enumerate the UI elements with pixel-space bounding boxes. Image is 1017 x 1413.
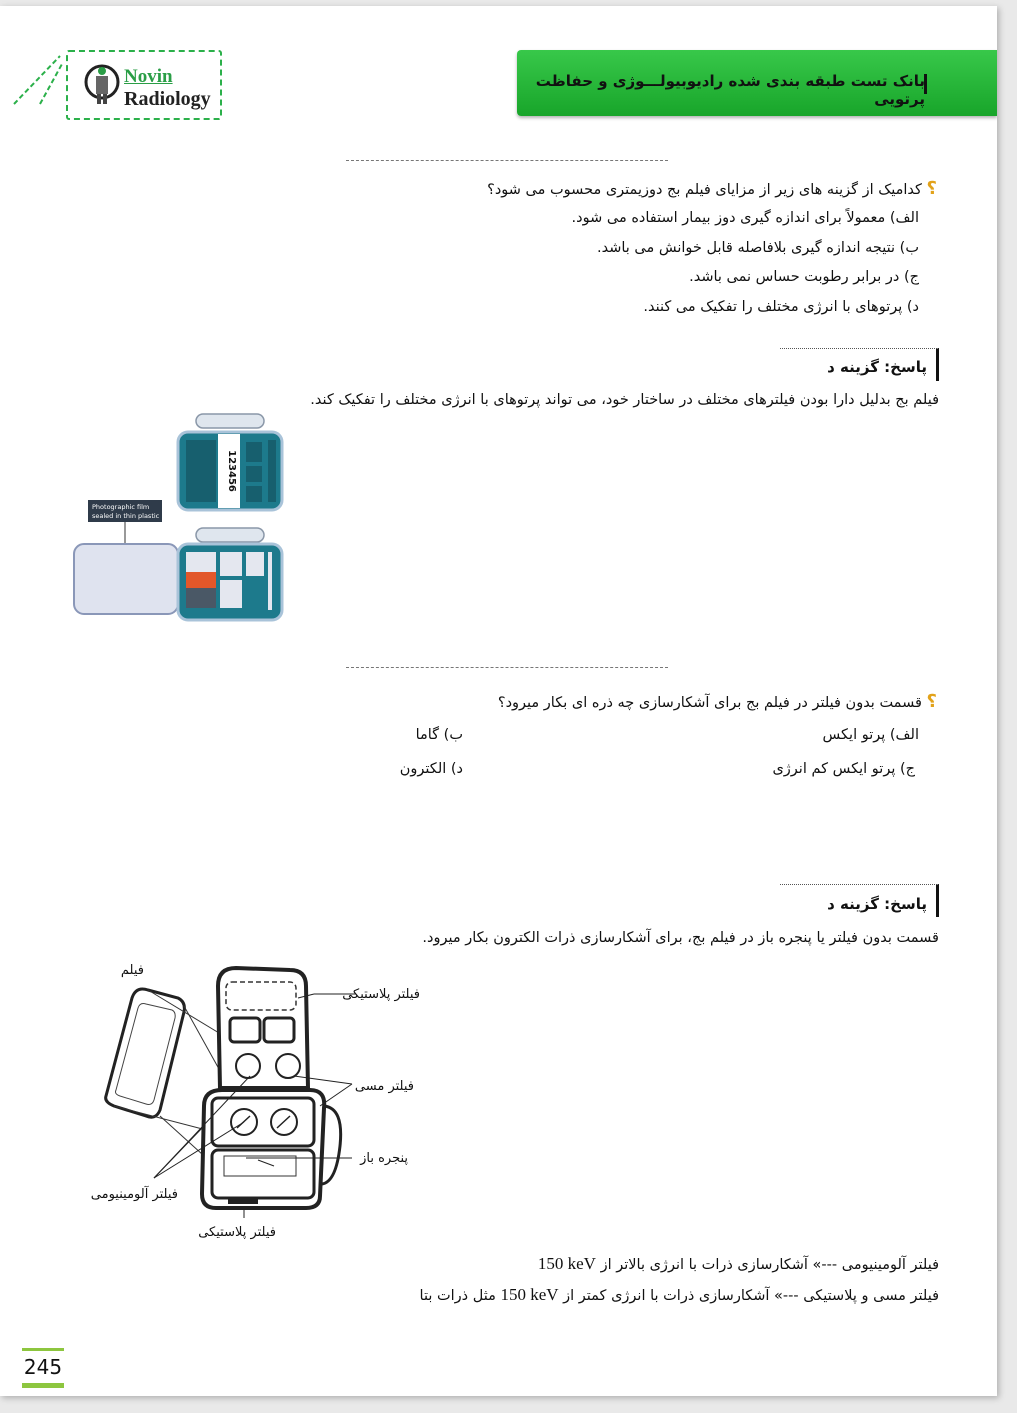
note-copper-plastic [420,1285,939,1305]
badge-number: 123456 [226,450,237,492]
note-copper-plastic-value: 150 keV [500,1285,559,1304]
question-1-option-a: الف) معمولاً برای اندازه گیری دوز بیمار استفاده می شود. [571,210,919,226]
logo [66,50,222,120]
note-copper-plastic-text: فیلتر مسی و پلاستیکی ---» آشکارسازی ذرات با انرژی کمتر از [563,1288,939,1304]
question-2-text: قسمت بدون فیلتر در فیلم بج برای آشکارسازی چه ذره ای بکار میرود؟ [497,695,922,711]
question-1-option-c: ج) در برابر رطوبت حساس نمی باشد. [689,269,919,285]
logo-radiology-text: Radiology [124,88,211,110]
section-divider [346,667,668,668]
label-plastic-filter-bottom: فیلتر پلاستیکی [198,1225,276,1240]
answer-2-label: پاسخ: گزینه د [827,895,927,913]
page-number: 245 [22,1348,64,1388]
note-aluminum-value: 150 keV [537,1254,596,1273]
question-mark-icon: ؟ [926,691,937,712]
answer-1-explanation: فیلم بج بدلیل دارا بودن فیلترهای مختلف در ساختار خود، می تواند پرتوهای با انرژی مختلف را تفکیک کند. [310,392,939,408]
question-2-option-c: ج) پرتو ایکس کم انرژی [772,761,915,777]
question-2-option-d: د) الکترون [399,761,463,777]
question-2-option-b: ب) گاما [415,727,463,743]
note-aluminum-text: فیلتر آلومینیومی ---» آشکارسازی ذرات با انرژی بالاتر از [600,1257,939,1273]
question-1 [487,178,937,199]
radiology-person-icon [84,60,120,108]
logo-novin-text: Novin [124,66,173,87]
label-plastic-filter-top: فیلتر پلاستیکی [342,987,420,1002]
answer-2-explanation: قسمت بدون فیلتر یا پنجره باز در فیلم بج، برای آشکارسازی ذرات الکترون بکار میرود. [422,930,939,946]
question-2 [498,691,937,712]
note-aluminum [538,1254,939,1274]
label-copper-filter: فیلتر مسی [354,1079,414,1094]
label-open-window: پنجره باز [360,1151,408,1166]
film-badge-diagram [84,946,434,1246]
note-copper-plastic-tail: مثل ذرات بتا [419,1288,496,1304]
answer-1-label: پاسخ: گزینه د [827,358,927,376]
question-mark-icon: ؟ [926,178,937,199]
section-divider [346,160,668,161]
film-badge-figure [70,410,290,626]
question-1-option-b: ب) نتیجه اندازه گیری بلافاصله قابل خوانش می باشد. [596,240,919,256]
callout-line-1: Photographic film [92,503,150,511]
label-aluminum-filter: فیلتر آلومینیومی [90,1187,178,1202]
header-title: بانک تست طبقه بندی شده رادیوبیولـــوژی و حفاظت پرتویی [535,72,925,108]
document-page [0,6,997,1396]
label-film: فیلم [120,963,144,978]
header-banner [517,50,997,116]
logo-decoration [10,54,70,114]
callout-line-2: sealed in thin plastic [92,512,160,520]
question-1-text: کدامیک از گزینه های زیر از مزایای فیلم بج دوزیمتری محسوب می شود؟ [487,182,922,198]
question-1-option-d: د) پرتوهای با انرژی مختلف را تفکیک می کنند. [643,299,919,315]
question-2-option-a: الف) پرتو ایکس [822,727,919,743]
